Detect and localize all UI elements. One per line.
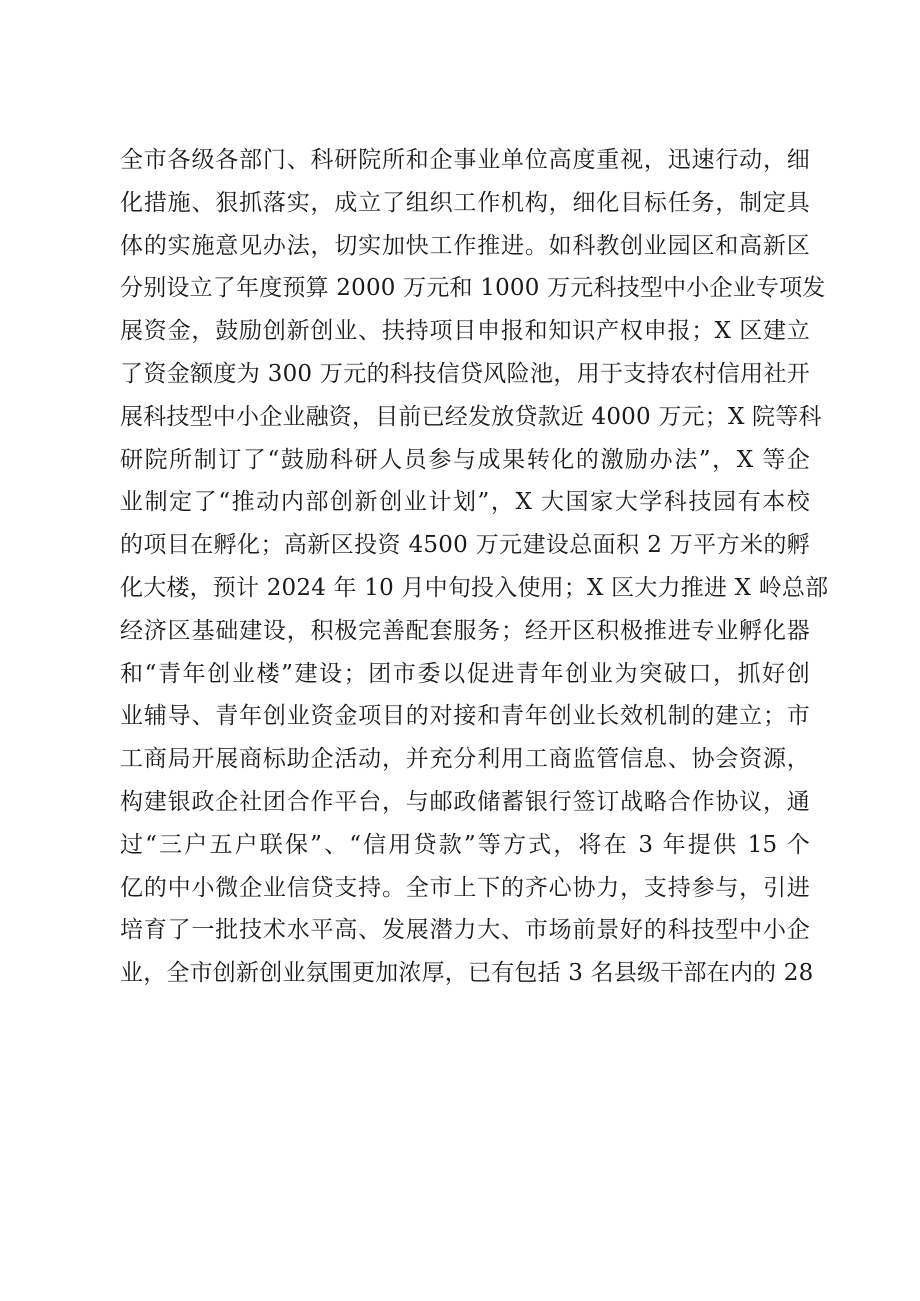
body-paragraph [120,139,829,995]
paragraph-line-17: 过“三户五户联保”、“信用贷款”等方式，将在 3 年提供 15 个 [120,831,810,858]
paragraph-line-13: 和“青年创业楼”建设；团市委以促进青年创业为突破口，抓好创 [120,660,810,687]
paragraph-line-10: 的项目在孵化；高新区投资 4500 万元建设总面积 2 万平方米的孵 [120,532,810,559]
paragraph-line-4: 分别设立了年度预算 2000 万元和 1000 万元科技型中小企业专项发 [120,275,826,302]
paragraph-line-2: 化措施、狠抓落实，成立了组织工作机构，细化目标任务，制定具 [120,189,810,216]
paragraph-line-11: 化大楼，预计 2024 年 10 月中旬投入使用；X 区大力推进 X 岭总部 [120,574,829,601]
paragraph-line-12: 经济区基础建设，积极完善配套服务；经开区积极推进专业孵化器 [120,617,810,644]
paragraph-line-7: 展科技型中小企业融资，目前已经发放贷款近 4000 万元；X 院等科 [120,403,822,430]
paragraph-line-1: 全市各级各部门、科研院所和企事业单位高度重视，迅速行动，细 [120,147,810,173]
paragraph-line-14: 业辅导、青年创业资金项目的对接和青年创业长效机制的建立；市 [120,703,810,730]
paragraph-line-15: 工商局开展商标助企活动，并充分利用工商监管信息、协会资源， [120,746,810,773]
paragraph-line-18: 亿的中小微企业信贷支持。全市上下的齐心协力，支持参与，引进 [120,874,810,901]
paragraph-line-3: 体的实施意见办法，切实加快工作推进。如科教创业园区和高新区 [120,232,810,259]
paragraph-line-19: 培育了一批技术水平高、发展潜力大、市场前景好的科技型中小企 [120,917,810,944]
paragraph-line-20: 业，全市创新创业氛围更加浓厚，已有包括 3 名县级干部在内的 28 [120,960,814,987]
paragraph-line-5: 展资金，鼓励创新创业、扶持项目申报和知识产权申报；X 区建立 [120,318,810,345]
paragraph-line-9: 业制定了“推动内部创新创业计划”，X 大国家大学科技园有本校 [120,489,810,516]
paragraph-line-16: 构建银政企社团合作平台，与邮政储蓄银行签订战略合作协议，通 [120,788,810,815]
paragraph-line-8: 研院所制订了“鼓励科研人员参与成果转化的激励办法”，X 等企 [120,446,810,473]
paragraph-line-6: 了资金额度为 300 万元的科技信贷风险池，用于支持农村信用社开 [120,360,810,387]
